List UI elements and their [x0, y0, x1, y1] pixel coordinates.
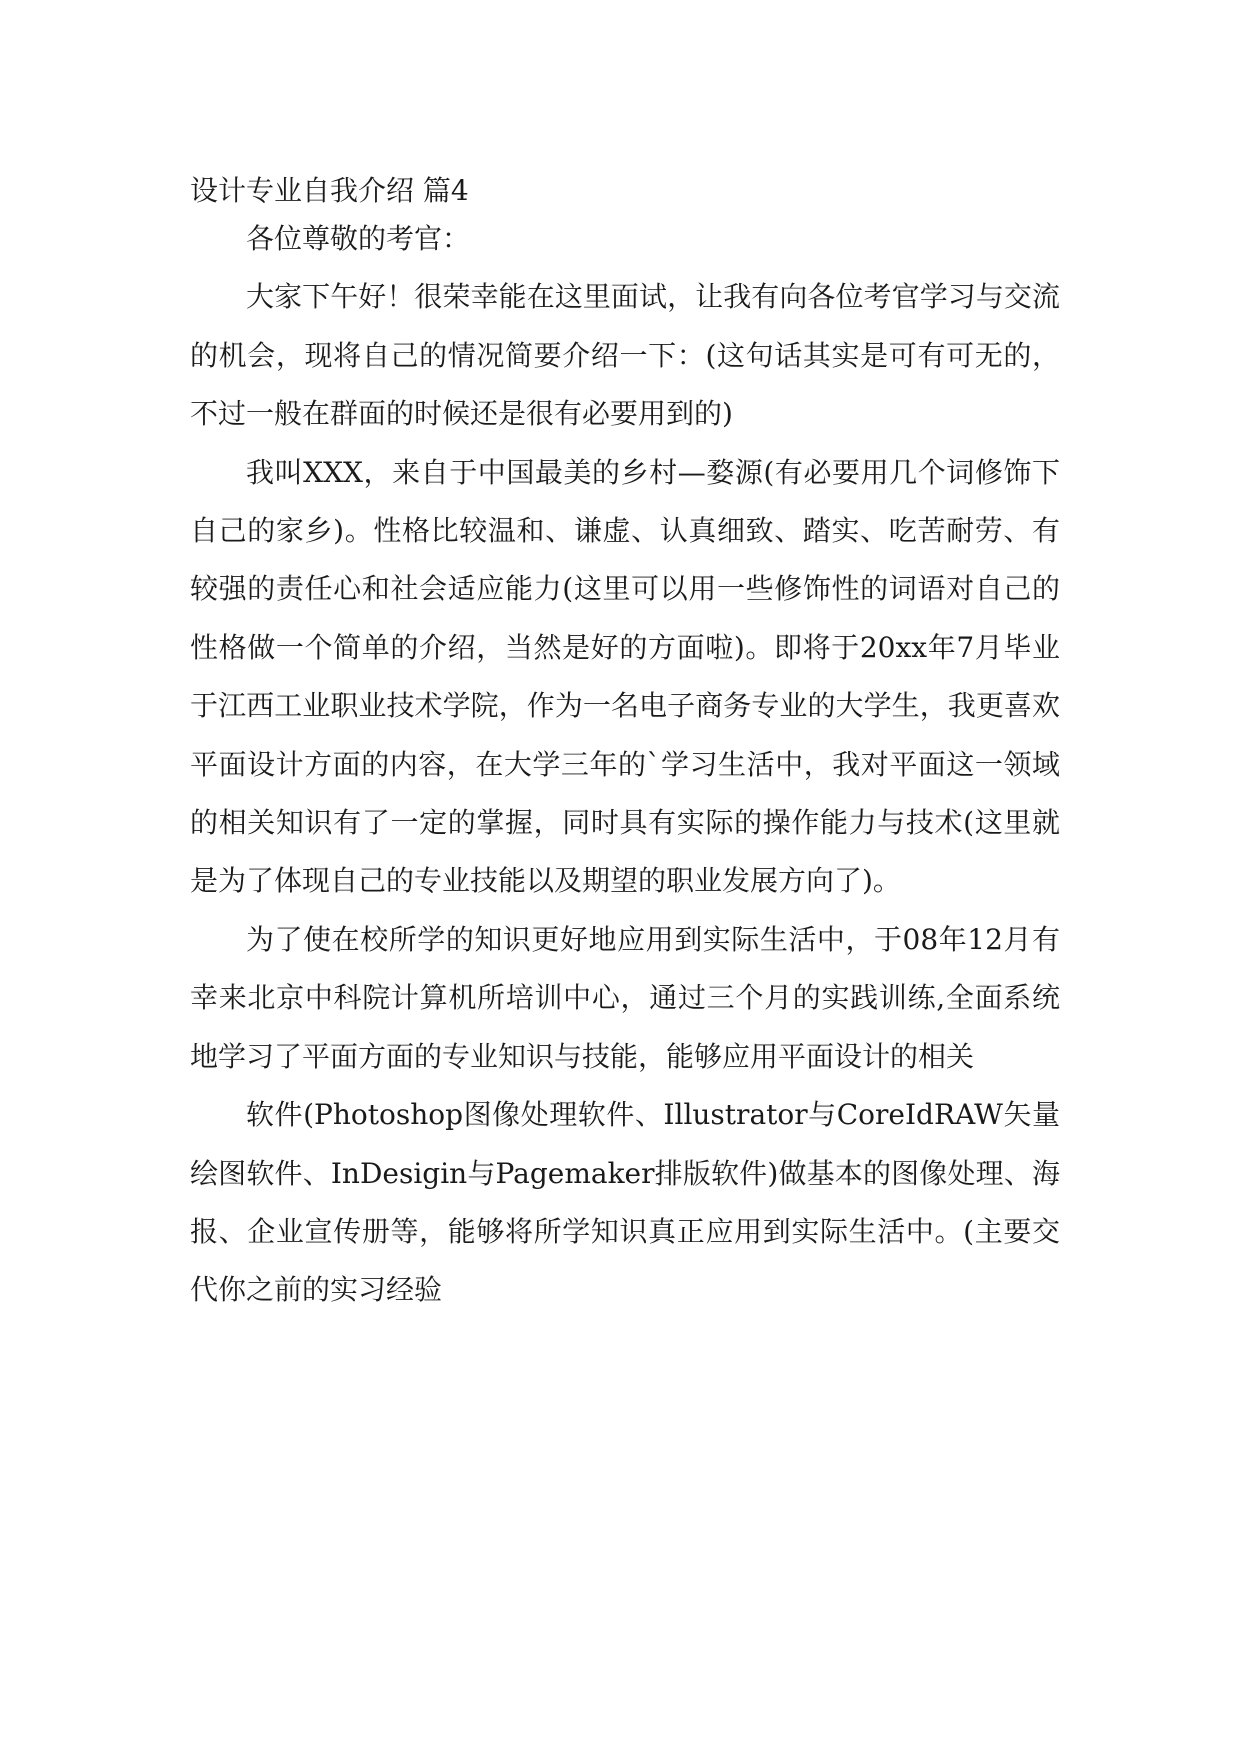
document-body	[190, 210, 1060, 1320]
paragraph-training: 为了使在校所学的知识更好地应用到实际生活中，于08年12月有幸来北京中科院计算机所培训中心，通过三个月的实践训练,全面系统地学习了平面方面的专业知识与技能，能够应用平面设计的相关	[190, 922, 1060, 1073]
document-title: 设计专业自我介绍 篇4	[190, 174, 469, 207]
paragraph-greeting: 大家下午好！很荣幸能在这里面试，让我有向各位考官学习与交流的机会，现将自己的情况简要介绍一下：(这句话其实是可有可无的，不过一般在群面的时候还是很有必要用到的)	[190, 280, 1060, 431]
paragraph-salutation: 各位尊敬的考官：	[246, 222, 471, 255]
paragraph-self-intro: 我叫XXX，来自于中国最美的乡村—婺源(有必要用几个词修饰下自己的家乡)。性格比较温和、谦虚、认真细致、踏实、吃苦耐劳、有较强的责任心和社会适应能力(这里可以用一些修饰性的词语对自己的性格做一个简单的介绍，当然是好的方面啦)。即将于20xx年7月毕业于江西工业职业技术学院，作为一名电子商务专业的大学生，我更喜欢平面设计方面的内容，在大学三年的`学习生活中，我对平面这一领域的相关知识有了一定的掌握，同时具有实际的操作能力与技术(这里就是为了体现自己的专业技能以及期望的职业发展方向了)。	[190, 455, 1060, 898]
paragraph-software: 软件(Photoshop图像处理软件、Illustrator与CoreIdRAW矢量绘图软件、InDesigin与Pagemaker排版软件)做基本的图像处理、海报、企业宣传册等，能够将所学知识真正应用到实际生活中。(主要交代你之前的实习经验	[190, 1098, 1060, 1307]
